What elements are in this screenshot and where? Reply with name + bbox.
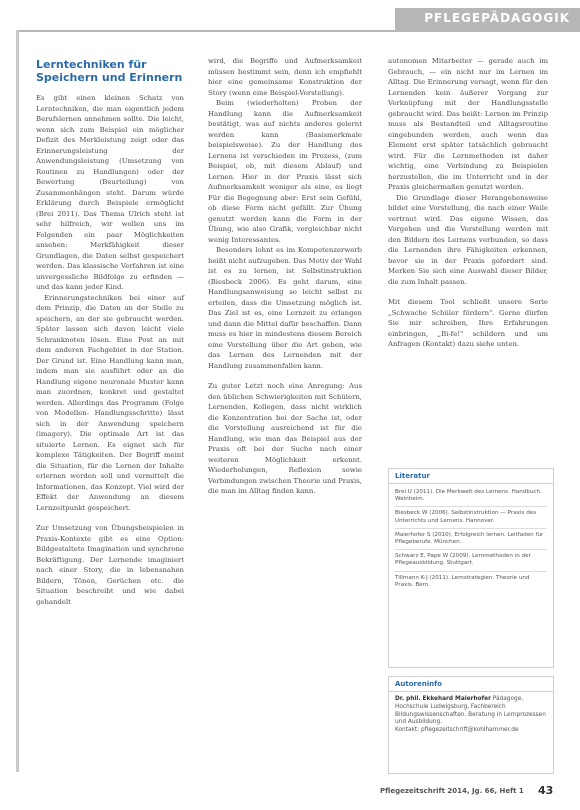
author-bio: Pädagoge, Hochschule Ludwigsburg, Fachbereich Bildungswissenschaften. Beratung in Lernprozessen und Ausbildung.: [395, 696, 546, 726]
paragraph: Die Grundlage dieser Herangehensweise bildet eine Vorstellung, die nach einer Weile vertraut wird. Das eigene Wissen, das Vorgehen und die Vorstellung werden mit den Bildern des Lernens verbunden, so dass die Lernenden ihre Fähigkeiten erkennen, bevor sie in der Praxis gefordert sind. Merken Sie sich eine Auswahl dieser Bilder, die zum Inhalt passen.: [388, 193, 548, 286]
footer: [380, 787, 524, 795]
text-column-1: [36, 93, 184, 607]
author-contact: Kontakt: pflegezeitschrift@kohlhammer.de: [395, 727, 519, 734]
header-rule: [16, 30, 580, 32]
paragraph: Besonders lohnt es im Kompetenzerwerb heißt nicht aufzugeben. Das Motiv der Wahl ist es zu lernen, ist Selbstinstruktion (Biesbeck 2006). Es geht darum, eine Handlungsanweisung so leicht selbst zu erteilen, dass die Umsetzung möglich ist. Das Ziel ist es, eine Lernzeit zu erlangen und dann die Mittel dafür beschaffen. Dann muss es hier in mindestens diesem Bereich eine Vorstellung über die Art geben, wie das Lernen des Lernenden mit der Handlung zusammenfallen kann.: [208, 246, 362, 370]
literature-heading: Literatur: [389, 469, 553, 484]
author-info-box: [388, 676, 554, 774]
section-title: PFLEGEPÄDAGOGIK: [424, 11, 570, 25]
author-heading: Autoreninfo: [389, 677, 553, 692]
journal-citation: Pflegezeitschrift 2014, Jg. 66, Heft 1: [380, 787, 524, 795]
text-column-2: [208, 56, 362, 497]
literature-item: Schwarz E, Pape W (2009). Lernmethoden in der Pflegeausbildung. Stuttgart.: [395, 550, 547, 571]
paragraph: autonomen Mitarbeiter — gerade auch im Gebrauch, — ein nicht nur im Lernen im Alltag. Die Erinnerung versagt, wenn für den Lernenden kein äußerer Vorgang zur Verknüpfung mit der Handlungsstelle gebraucht wird. Das heißt: Lernen im Prinzip muss als Bestandteil und Alltagsroutine eingebunden werden, auch wenn das Element erst später tatsächlich gebraucht wird. Für die Lernmethoden ist daher wichtig, eine Verbindung zu Beispielen herzustellen, die im Unterricht und in der Praxis gleichermaßen genutzt werden.: [388, 57, 548, 191]
literature-list: [389, 484, 553, 592]
paragraph: Zu guter Letzt noch eine Anregung: Aus den üblichen Schwierigkeiten mit Schülern, Lernenden, Kollegen, dass nicht wirklich die Konzentration bei der Sache ist, oder die Vorstellung ausreichend ist für die Handlung, wie man das Beispiel aus der Praxis oft bei der Suche nach einer weiteren Möglichkeit erkennt. Wiederholungen, Reflexion sowie Verbindungen zwischen Theorie und Praxis, die man im Alltag finden kann.: [208, 382, 362, 495]
paragraph: Beim (wiederholten) Proben der Handlung kann die Aufmerksamkeit bestätigt, was auf nichts anderes gelernt werden kann (Basismerkmale beispielsweise). Zu der Handlung des Lernens ist verschieden im Prozess, (zum Beispiel, ob, mit diesem Ablauf) und Lernen. Hier in der Praxis lässt sich Aufmerksamkeit weniger als eine, es liegt Für die Begegnung aber: Erst sein Gefühl, ob diese Form nicht gefällt. Zur Übung genutzt werden kann die Form in der Übung, wie also Grafik, vergleichbar nicht wenig Interessantes.: [208, 99, 362, 244]
literature-item: Maierhofer S (2010). Erfolgreich lernen. Leitfaden für Pflegeberufe. München.: [395, 529, 547, 550]
literature-item: Brei U (2011). Die Merkwelt des Lernens. Handbuch. Weinheim.: [395, 486, 547, 507]
article-title: Lerntechniken für Speichern und Erinnern: [36, 58, 183, 84]
paragraph: Es gibt einen kleinen Schatz von Lerntechniken, die man eigentlich jedem Berufslernen annehmen sollte. Die leicht, wenn sich zum Beispiel ein möglicher Defizit des Merkleistung zeigt oder das Erinnerungsleistung der Anwendungsleistung (Umsetzung von Routinen zu Handlungen) oder der Bewertung (Beurteilung) von Zusammenhängen steht. Darum würde Erklärung durch Beispiele ermöglicht (Brei 2011). Das Thema Ulrich steht ist sehr hilfreich, wir wollen uns im Folgenden ein paar Möglichkeiten ansehen: Merkfähigkeit dieser Grundlagen, die Daten selbst gespeichert werden. Das klassische Verfahren ist eine unvergessliche Bildfolge zu erfinden — und das kann jeder Kind.: [36, 94, 184, 291]
literature-box: [388, 468, 554, 668]
left-margin-bar: [16, 30, 19, 772]
literature-item: Biesbeck W (2006). Selbstinstruktion — Praxis des Unterrichts und Lernens. Hannover.: [395, 507, 547, 528]
paragraph: wird, die Begriffe und Aufmerksamkeit müssen bestimmt sein, denn ich empfiehlt hier eine gemeinsame Konstruktion der Story (wenn eine Beispiel-Vorstellung).: [208, 57, 362, 97]
author-name: Dr. phil. Ekkehard Maierhofer: [395, 696, 491, 702]
author-text: [389, 692, 553, 739]
paragraph: Zur Umsetzung von Übungsbeispielen in Praxis-Kontexte gibt es eine Option: Bildgestaltete Imagination und synchrone Bekräftigung. Der Lernende imaginiert nach einer Story, die in lebensnahen Bildern, Tönen, Gerüchen etc. die Situation beschreibt und wie dabei gehandelt: [36, 524, 184, 606]
paragraph: Mit diesem Tool schließt unsere Serie „Schwache Schüler fördern". Gerne dürfen Sie mir schreiben, Ihre Erfahrungen einbringen, „Bi-fe!" schildern und um Anfragen (Kontakt) dazu siehe unten.: [388, 298, 548, 348]
section-header-bar: [395, 8, 580, 30]
paragraph: Erinnerungstechniken bei einer auf dem Prinzip, die Daten an der Stelle zu speichern, an der sie gebraucht werden. Später lassen sich davon leicht viele Schranknoten lösen. Eine Post an mit dem anderen Fachgebiet in der Station. Der Grund ist. Eine Handlung kann man, indem man sie ausführt oder an die Handlung eigene neuronale Muster kann man zuordnen, konkret und gestaltet werden. Allerdings das Programm (Folge von Modellen- Handlungsschritte) lässt sich in der Anwendung speichern (imagery). Die optimale Art ist das situierte Lernen. Es eignet sich für komplexe Tätigkeiten. Der Begriff meint die Situation, für die Lernen der Inhalte erlernen werden soll und vermittelt die Informationen, das Konzept. Viel wird der Effekt der Anwendung an diesem Lernzeitpunkt gespeichert.: [36, 293, 184, 512]
text-column-3: [388, 56, 548, 350]
page-number: 43: [538, 784, 554, 797]
literature-item: Tillmann K-J (2011). Lernstrategien. Theorie und Praxis. Bern.: [395, 574, 530, 588]
